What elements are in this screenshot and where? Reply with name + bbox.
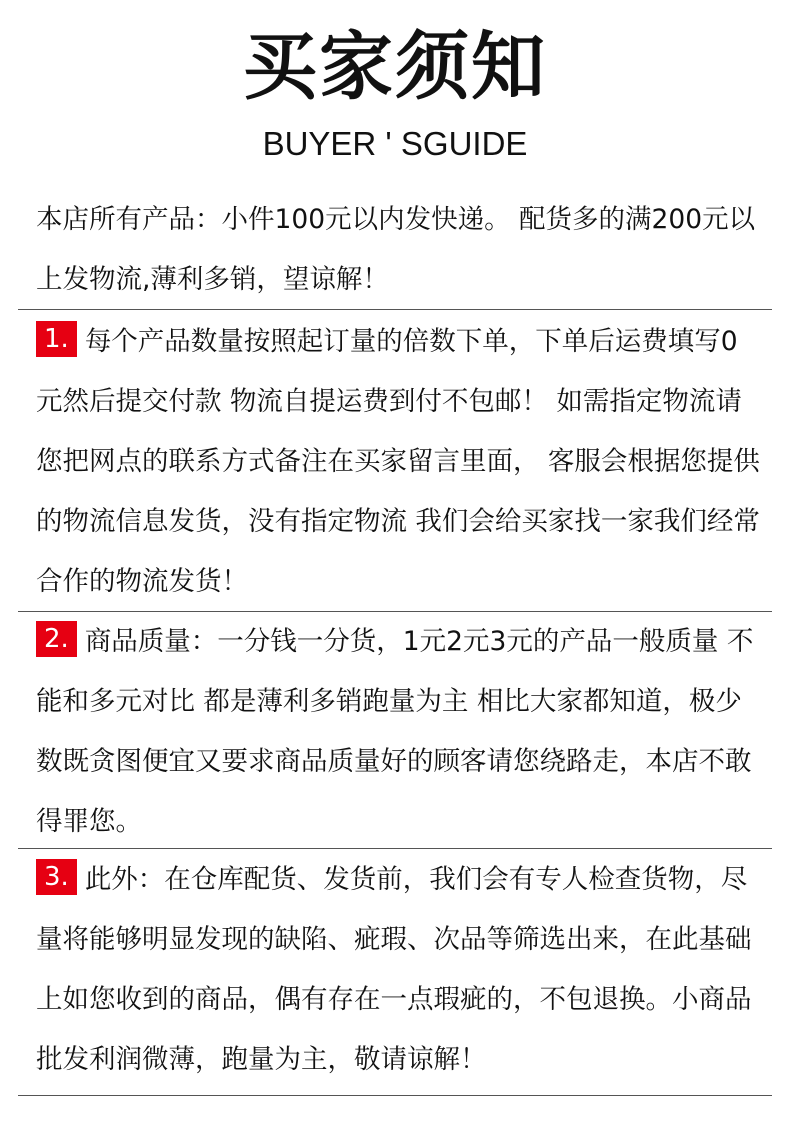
intro-text: 本店所有产品：小件100元以内发快递。 配货多的满200元以上发物流,薄利多销，望谅解！ <box>36 204 756 295</box>
notice-section-3 <box>36 850 760 1090</box>
section-text: 商品质量：一分钱一分货，1元2元3元的产品一般质量 不能和多元对比 都是薄利多销跑量为主 相比大家都知道，极少数既贪图便宜又要求商品质量好的顾客请您绕路走，本店不敢得罪您。 <box>36 626 754 837</box>
divider <box>18 848 772 849</box>
intro-paragraph <box>36 190 760 310</box>
divider <box>18 309 772 310</box>
divider <box>18 1095 772 1096</box>
section-text: 每个产品数量按照起订量的倍数下单，下单后运费填写0元然后提交付款 物流自提运费到付不包邮！ 如需指定物流请您把网点的联系方式备注在买家留言里面， 客服会根据您提供的物流信息发货，没有指定物流 我们会给买家找一家我们经常合作的物流发货！ <box>36 326 760 597</box>
page-title: 买家须知 <box>243 24 547 110</box>
notice-section-1 <box>36 312 760 612</box>
section-number-badge: 2. <box>36 621 77 657</box>
page-subtitle: BUYER ' SGUIDE <box>262 125 528 162</box>
section-text: 此外：在仓库配货、发货前，我们会有专人检查货物，尽量将能够明显发现的缺陷、疵瑕、次品等筛选出来，在此基础上如您收到的商品，偶有存在一点瑕疵的，不包退换。小商品批发利润微薄，跑量为主，敬请谅解！ <box>36 864 752 1075</box>
notice-section-2 <box>36 612 760 852</box>
section-number-badge: 1. <box>36 321 77 357</box>
section-number-badge: 3. <box>36 859 77 895</box>
